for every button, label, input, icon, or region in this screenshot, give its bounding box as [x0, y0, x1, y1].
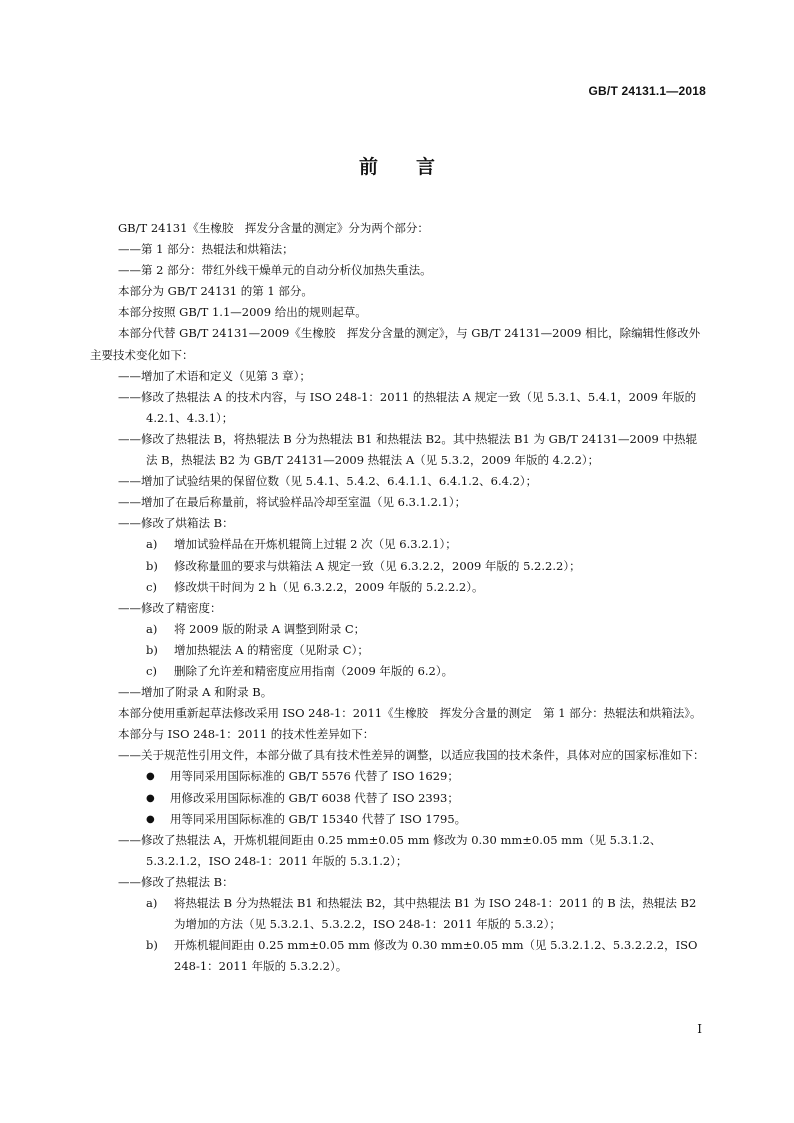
change-item: ——增加了在最后称量前，将试验样品冷却至室温（见 6.3.1.2.1）；: [118, 495, 467, 510]
bullet-icon: ●: [146, 792, 155, 804]
document-body: [90, 218, 706, 977]
sub-item-text: 增加热辊法 A 的精密度（见附录 C）；: [174, 642, 369, 657]
sub-item-text: 修改烘干时间为 2 h（见 6.3.2.2，2009 年版的 5.2.2.2）。: [174, 579, 484, 594]
sub-item: [90, 935, 706, 977]
sub-item-marker: a): [146, 537, 158, 552]
change-item: [90, 387, 706, 429]
change-item: ——修改了精密度：: [118, 600, 222, 615]
change-text: ——修改了热辊法 B，将热辊法 B 分为热辊法 B1 和热辊法 B2。其中热辊法 B1 为 GB/T 24131—2009 中热辊法 B，热辊法 B2 为 GB/T 24131—2009 热辊法 A（见 5.3.2，2009 年版的 4.2.2）；: [118, 431, 697, 468]
diff-text: ——关于规范性引用文件，本部分做了具有技术性差异的调整，以适应我国的技术条件，具体对应的国家标准如下：: [118, 748, 705, 763]
sub-item-text: 将热辊法 B 分为热辊法 B1 和热辊法 B2，其中热辊法 B1 为 ISO 248-1：2011 的 B 法，热辊法 B2 为增加的方法（见 5.3.2.1、5.3.2.2，ISO 248-1：2011 年版的 5.3.2）；: [174, 896, 697, 932]
paragraph: 本部分代替 GB/T 24131—2009《生橡胶 挥发分含量的测定》，与 GB/T 24131—2009 相比，除编辑性修改外主要技术变化如下：: [90, 326, 701, 362]
sub-item: [90, 577, 706, 598]
bullet-icon: ●: [146, 813, 155, 825]
diff-item: [90, 745, 706, 766]
sub-item: [90, 619, 706, 640]
sub-item: [90, 893, 706, 935]
diff-item: ——修改了热辊法 B：: [118, 874, 234, 889]
bullet-item: [90, 809, 706, 830]
sub-item-marker: b): [146, 558, 158, 573]
bullet-item: [90, 788, 706, 809]
change-item: ——增加了术语和定义（见第 3 章）；: [118, 368, 311, 383]
change-item: ——修改了烘箱法 B：: [118, 516, 234, 531]
change-item: ——增加了试验结果的保留位数（见 5.4.1、5.4.2、6.4.1.1、6.4.1.2、6.4.2）；: [118, 474, 538, 489]
diff-text: ——修改了热辊法 A，开炼机辊间距由 0.25 mm±0.05 mm 修改为 0.30 mm±0.05 mm（见 5.3.1.2、5.3.2.1.2，ISO 248-1：2011 年版的 5.3.1.2）；: [118, 832, 662, 868]
paragraph: 本部分使用重新起草法修改采用 ISO 248-1：2011《生橡胶 挥发分含量的测定 第 1 部分：热辊法和烘箱法》。: [118, 706, 702, 721]
sub-item-marker: a): [146, 896, 158, 910]
bullet-item: [90, 766, 706, 787]
sub-item-marker: c): [146, 579, 157, 594]
paragraph: GB/T 24131《生橡胶 挥发分含量的测定》分为两个部分：: [118, 221, 429, 235]
diff-item: [90, 830, 706, 872]
standard-code: GB/T 24131.1—2018: [588, 84, 706, 98]
sub-item-text: 删除了允许差和精密度应用指南（2009 年版的 6.2）。: [174, 663, 454, 678]
change-item: [90, 429, 706, 471]
paragraph: 本部分为 GB/T 24131 的第 1 部分。: [118, 284, 313, 299]
sub-item-marker: c): [146, 663, 157, 678]
sub-item-text: 开炼机辊间距由 0.25 mm±0.05 mm 修改为 0.30 mm±0.05 mm（见 5.3.2.1.2、5.3.2.2.2，ISO 248-1：2011 年版的 5.3.2.2）。: [174, 938, 698, 974]
list-item: ——第 2 部分：带红外线干燥单元的自动分析仪加热失重法。: [118, 263, 432, 278]
list-item: ——第 1 部分：热辊法和烘箱法；: [118, 242, 294, 257]
sub-item: [90, 556, 706, 577]
sub-item: [90, 534, 706, 555]
sub-item-text: 修改称量皿的要求与烘箱法 A 规定一致（见 6.3.2.2，2009 年版的 5.2.2.2）；: [174, 558, 581, 573]
page-title: 前言: [358, 156, 473, 178]
sub-item-marker: b): [146, 642, 158, 657]
sub-item-text: 增加试验样品在开炼机辊筒上过辊 2 次（见 6.3.2.1）；: [174, 537, 457, 552]
change-item: ——增加了附录 A 和附录 B。: [118, 685, 273, 700]
page-number: I: [697, 1022, 702, 1036]
paragraph: 本部分按照 GB/T 1.1—2009 给出的规则起草。: [118, 305, 367, 320]
bullet-icon: ●: [146, 771, 155, 783]
change-text: ——修改了热辊法 A 的技术内容，与 ISO 248-1：2011 的热辊法 A 规定一致（见 5.3.1、5.4.1，2009 年版的 4.2.1、4.3.1）；: [118, 389, 697, 425]
sub-item-text: 将 2009 版的附录 A 调整到附录 C；: [174, 621, 366, 636]
sub-item: [90, 640, 706, 661]
sub-item: [90, 661, 706, 682]
bullet-text: 用修改采用国际标准的 GB/T 6038 代替了 ISO 2393；: [170, 790, 459, 805]
paragraph: 本部分与 ISO 248-1：2011 的技术性差异如下：: [118, 727, 375, 742]
bullet-text: 用等同采用国际标准的 GB/T 15340 代替了 ISO 1795。: [170, 811, 467, 826]
sub-item-marker: a): [146, 621, 158, 636]
bullet-text: 用等同采用国际标准的 GB/T 5576 代替了 ISO 1629；: [170, 769, 459, 784]
sub-item-marker: b): [146, 938, 158, 953]
